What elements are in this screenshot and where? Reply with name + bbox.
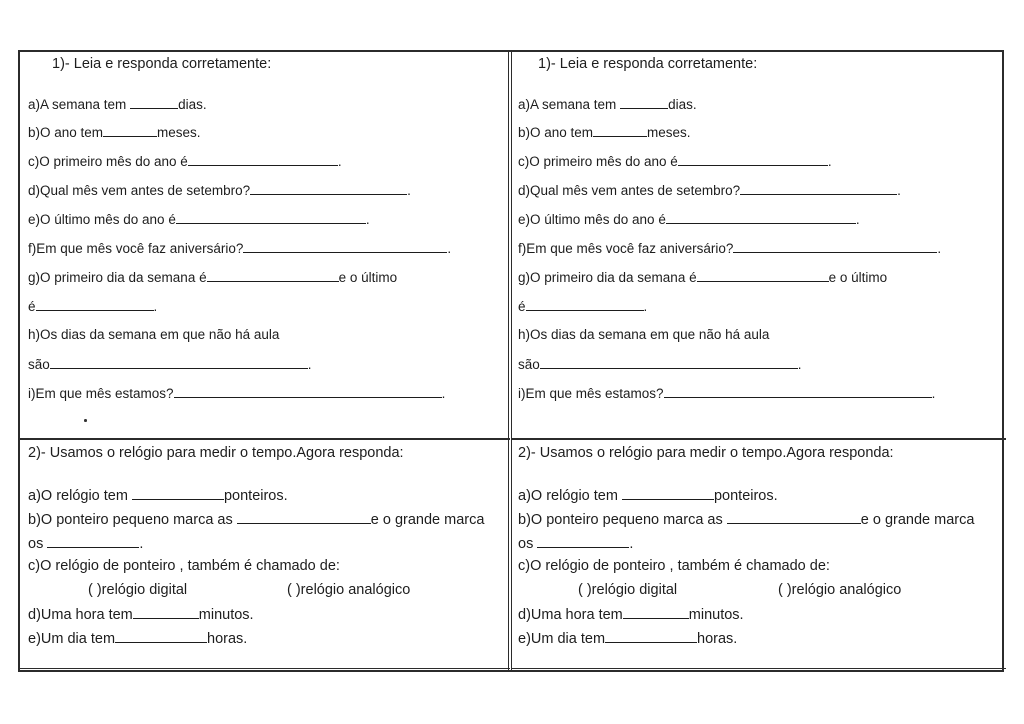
answer-blank[interactable] bbox=[537, 535, 629, 548]
question-d: d)Qual mês vem antes de setembro? . bbox=[28, 183, 411, 198]
bottom-rule-left bbox=[18, 668, 510, 669]
answer-blank[interactable] bbox=[678, 153, 828, 166]
answer-blank[interactable] bbox=[622, 487, 714, 500]
question-2a: a)O relógio tem ponteiros. bbox=[28, 488, 288, 504]
option-analog[interactable]: ( )relógio analógico bbox=[778, 582, 902, 598]
question-b: b)O ano tem meses. bbox=[28, 125, 201, 140]
question-i: i)Em que mês estamos? . bbox=[28, 386, 446, 401]
answer-blank[interactable] bbox=[620, 96, 668, 109]
question-e: e)O último mês do ano é . bbox=[28, 212, 370, 227]
answer-blank[interactable] bbox=[623, 606, 689, 619]
question-e: e)O último mês do ano é . bbox=[518, 212, 860, 227]
section-divider-left bbox=[18, 438, 510, 440]
question-2c: c)O relógio de ponteiro , também é chamado de: bbox=[28, 558, 340, 574]
answer-blank[interactable] bbox=[243, 240, 447, 253]
question-h-continued: são . bbox=[518, 357, 802, 372]
question-2e: e)Um dia tem horas. bbox=[28, 631, 248, 647]
answer-blank[interactable] bbox=[664, 385, 932, 398]
answer-blank[interactable] bbox=[103, 124, 157, 137]
question-h-continued: são . bbox=[28, 357, 312, 372]
question-2a: a)O relógio tem ponteiros. bbox=[518, 488, 778, 504]
answer-blank[interactable] bbox=[740, 182, 897, 195]
question-a: a)A semana tem dias. bbox=[518, 97, 697, 112]
answer-blank[interactable] bbox=[174, 385, 442, 398]
answer-blank[interactable] bbox=[50, 356, 308, 369]
answer-blank[interactable] bbox=[130, 96, 178, 109]
option-analog[interactable]: ( )relógio analógico bbox=[287, 582, 411, 598]
question-2b: b)O ponteiro pequeno marca as e o grande marca bbox=[518, 512, 975, 528]
question-2d: d)Uma hora tem minutos. bbox=[518, 607, 744, 623]
question-2e: e)Um dia tem horas. bbox=[518, 631, 738, 647]
stray-mark bbox=[84, 419, 87, 422]
question-2c: c)O relógio de ponteiro , também é chamado de: bbox=[518, 558, 830, 574]
answer-blank[interactable] bbox=[733, 240, 937, 253]
question-f: f)Em que mês você faz aniversário? . bbox=[518, 241, 942, 256]
section-divider-right bbox=[512, 438, 1006, 440]
question-f: f)Em que mês você faz aniversário? . bbox=[28, 241, 452, 256]
question-b: b)O ano tem meses. bbox=[518, 125, 691, 140]
question-2b-continued: os . bbox=[28, 536, 144, 552]
answer-blank[interactable] bbox=[115, 630, 207, 643]
question-2d: d)Uma hora tem minutos. bbox=[28, 607, 254, 623]
question-a: a)A semana tem dias. bbox=[28, 97, 207, 112]
answer-blank[interactable] bbox=[697, 269, 829, 282]
answer-blank[interactable] bbox=[132, 487, 224, 500]
answer-blank[interactable] bbox=[188, 153, 338, 166]
section2-title: 2)- Usamos o relógio para medir o tempo.Agora responda: bbox=[28, 445, 404, 461]
question-2b-continued: os . bbox=[518, 536, 634, 552]
column-divider bbox=[508, 50, 512, 672]
question-h: h)Os dias da semana em que não há aula bbox=[518, 327, 770, 342]
answer-blank[interactable] bbox=[727, 511, 861, 524]
question-g-continued: é . bbox=[518, 299, 648, 314]
answer-blank[interactable] bbox=[526, 298, 644, 311]
answer-blank[interactable] bbox=[593, 124, 647, 137]
answer-blank[interactable] bbox=[207, 269, 339, 282]
answer-blank[interactable] bbox=[237, 511, 371, 524]
answer-blank[interactable] bbox=[176, 211, 366, 224]
answer-blank[interactable] bbox=[540, 356, 798, 369]
question-h: h)Os dias da semana em que não há aula bbox=[28, 327, 280, 342]
answer-blank[interactable] bbox=[36, 298, 154, 311]
answer-blank[interactable] bbox=[605, 630, 697, 643]
question-i: i)Em que mês estamos? . bbox=[518, 386, 936, 401]
option-digital[interactable]: ( )relógio digital bbox=[88, 582, 188, 598]
question-g: g)O primeiro dia da semana é e o último bbox=[28, 270, 398, 285]
answer-blank[interactable] bbox=[250, 182, 407, 195]
question-d: d)Qual mês vem antes de setembro? . bbox=[518, 183, 901, 198]
option-digital[interactable]: ( )relógio digital bbox=[578, 582, 678, 598]
question-2b: b)O ponteiro pequeno marca as e o grande marca bbox=[28, 512, 485, 528]
section1-title: 1)- Leia e responda corretamente: bbox=[538, 56, 758, 72]
question-g-continued: é . bbox=[28, 299, 158, 314]
answer-blank[interactable] bbox=[133, 606, 199, 619]
question-c: c)O primeiro mês do ano é . bbox=[518, 154, 832, 169]
answer-blank[interactable] bbox=[666, 211, 856, 224]
answer-blank[interactable] bbox=[47, 535, 139, 548]
bottom-rule-right bbox=[512, 668, 1006, 669]
question-c: c)O primeiro mês do ano é . bbox=[28, 154, 342, 169]
section1-title: 1)- Leia e responda corretamente: bbox=[52, 56, 272, 72]
section2-title: 2)- Usamos o relógio para medir o tempo.Agora responda: bbox=[518, 445, 894, 461]
question-g: g)O primeiro dia da semana é e o último bbox=[518, 270, 888, 285]
